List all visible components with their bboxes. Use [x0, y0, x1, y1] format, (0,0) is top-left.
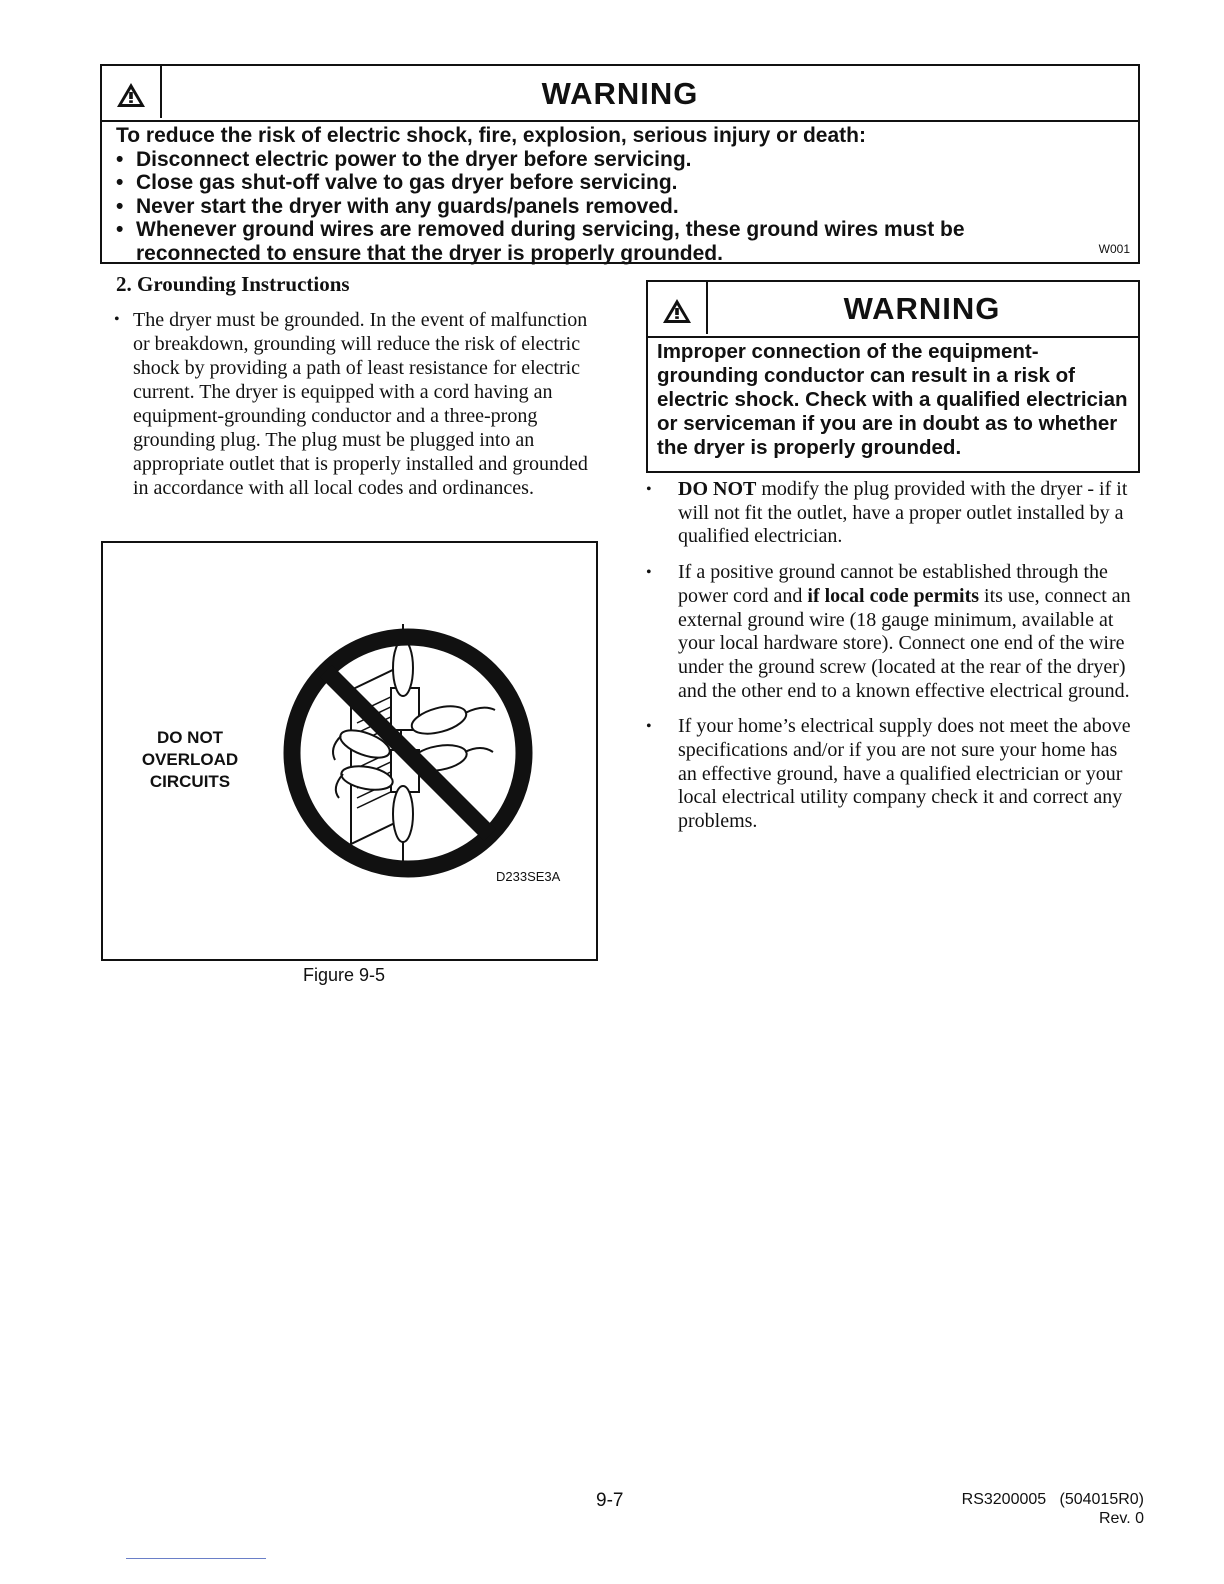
- list-item: [645, 715, 1141, 834]
- revision-label: Rev. 0: [1098, 1510, 1144, 1527]
- warning-body: [102, 122, 1138, 265]
- warning-intro: To reduce the risk of electric shock, fire, explosion, serious injury or death:: [116, 124, 866, 147]
- warning-triangle-icon: [662, 298, 692, 324]
- warning-item: • Whenever ground wires are removed during servicing, these ground wires must be reconnected to ensure that the dryer is properly grounded.: [116, 218, 1124, 265]
- doc-code-line: RS3200005 (504015R0): [961, 1491, 1144, 1508]
- figure-box: [101, 541, 598, 961]
- bullet-text: its use, connect an external ground wire (18 gauge minimum, available at your local hardware store). Connect one end of the wire under the ground screw (located at the rear of the dryer) and the other end to a known effective electrical ground.: [678, 584, 1131, 702]
- page-number: 9-7: [596, 1490, 624, 1511]
- warning-item: • Close gas shut-off valve to gas dryer before servicing.: [116, 171, 1124, 195]
- warning-icon-cell: [648, 282, 708, 334]
- figure-label-line: DO NOT: [156, 728, 224, 747]
- figure-label: [135, 727, 245, 793]
- bullet-text: If a positive ground cannot be established through the power cord and: [678, 561, 1108, 607]
- bullet-text: modify the plug provided with the dryer - if it will not fit the outlet, have a proper outlet installed by a qualified electrician.: [678, 478, 1128, 548]
- figure-code: D233SE3A: [496, 869, 561, 884]
- warning-title: WARNING: [843, 291, 1001, 326]
- warning-body: Improper connection of the equipment-grounding conductor can result in a risk of electric shock. Check with a qualified electrician or serviceman if you are in doubt as to whether the dryer is properly grounded.: [657, 340, 1128, 459]
- warning-list: [116, 148, 1124, 266]
- grounding-paragraph: [114, 308, 604, 500]
- bold-text: if local code permits: [807, 584, 980, 607]
- document-code: [962, 1490, 1144, 1528]
- bold-text: DO NOT: [678, 478, 757, 500]
- divider: [126, 1558, 266, 1559]
- grounding-warning-box: [646, 280, 1140, 473]
- figure-label-line: CIRCUITS: [149, 772, 231, 791]
- warning-header: [102, 66, 1138, 122]
- warning-header: [648, 282, 1138, 338]
- warning-code: W001: [1098, 242, 1130, 256]
- list-item: [114, 308, 604, 500]
- grounding-bullets: [645, 478, 1141, 846]
- figure-caption: Figure 9-5: [303, 965, 386, 985]
- list-item: [645, 478, 1141, 549]
- list-item: [645, 561, 1141, 703]
- warning-item: • Disconnect electric power to the dryer before servicing.: [116, 148, 1124, 172]
- paragraph-text: The dryer must be grounded. In the event of malfunction or breakdown, grounding will reduce the risk of electric shock by providing a path of least resistance for electric current. The dryer is equipped with a cord having an equipment-grounding conductor and a three-prong grounding plug. The plug must be plugged into an appropriate outlet that is properly installed and grounded in accordance with all local codes and ordinances.: [133, 309, 588, 499]
- prohibition-overloaded-outlet-icon: [273, 618, 543, 888]
- section-heading: 2. Grounding Instructions: [116, 272, 350, 296]
- bullet-text: If your home’s electrical supply does not meet the above specifications and/or if you are not sure your home has an effective ground, have a qualified electrician or your local electrical utility company check it and correct any problems.: [678, 715, 1131, 833]
- warning-title: WARNING: [541, 76, 699, 111]
- figure-label-line: OVERLOAD: [141, 750, 239, 769]
- top-warning-box: [100, 64, 1140, 264]
- warning-item: • Never start the dryer with any guards/panels removed.: [116, 195, 1124, 219]
